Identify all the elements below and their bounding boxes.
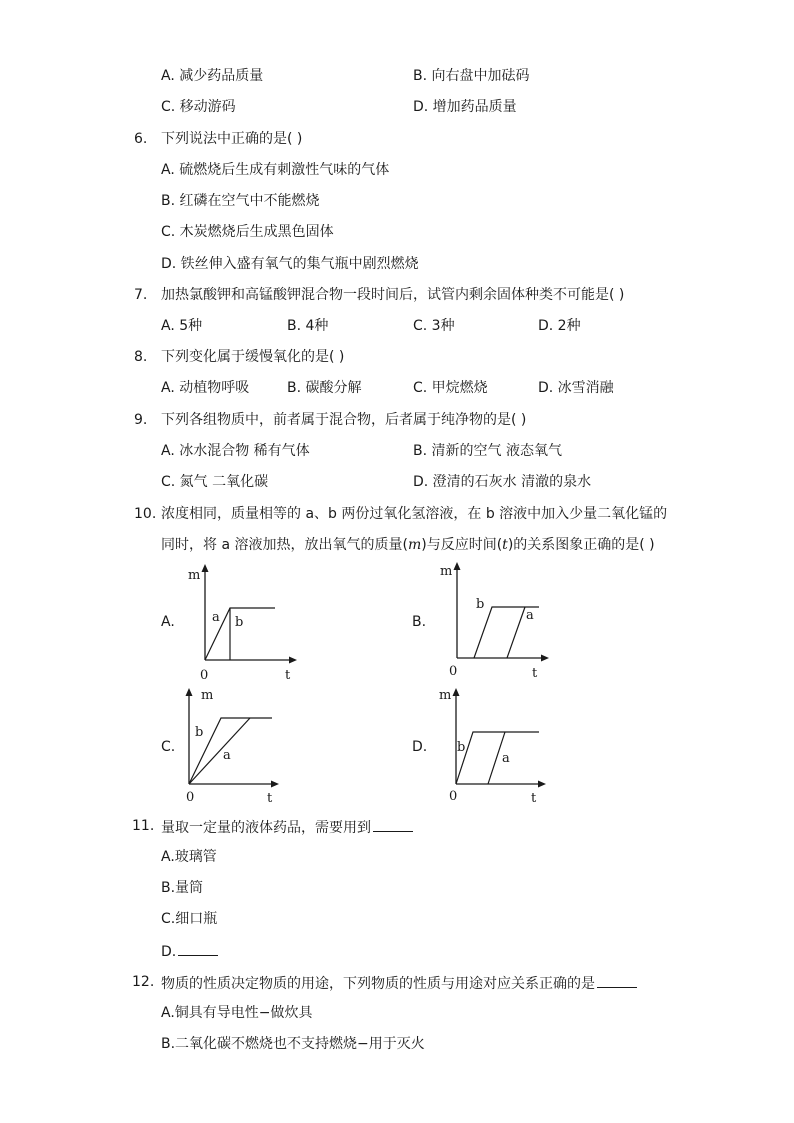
q11-option-b: B.量筒 [161, 880, 204, 896]
q12-option-a: A.铜具有导电性−做炊具 [161, 1005, 313, 1021]
graph-d-y-label: m [439, 688, 452, 703]
graph-d-curve-label-a: a [502, 751, 510, 766]
q9-option-a: A. 冰水混合物 稀有气体 [161, 443, 310, 459]
q11-answer-blank[interactable] [373, 817, 413, 832]
q8-option-c: C. 甲烷燃烧 [413, 380, 488, 396]
q7-number: 7. [134, 287, 148, 303]
graph-a-x-label: t [285, 668, 291, 683]
graph-b-curve-a [507, 607, 525, 658]
q11-stem: 量取一定量的液体药品，需要用到 [161, 817, 413, 837]
q10-stem-line1: 浓度相同，质量相等的 a、b 两份过氧化氢溶液，在 b 溶液中加入少量二氧化锰的 [161, 506, 668, 522]
q5-option-c: C. 移动游码 [161, 99, 236, 115]
q8-option-b: B. 碳酸分解 [287, 380, 362, 396]
q6-option-b: B. 红磷在空气中不能燃烧 [161, 193, 320, 209]
q8-number: 8. [134, 349, 148, 365]
graph-d-y-arrow [453, 688, 460, 696]
graph-a [180, 562, 310, 686]
graph-d-curve-b [456, 732, 539, 784]
graph-a-y-label: m [188, 568, 201, 583]
q7-option-d: D. 2种 [538, 318, 581, 334]
graph-b-x-label: t [532, 666, 538, 681]
graph-b-curve-label-b: b [476, 597, 485, 612]
q10-stem-line2: 同时，将 a 溶液加热，放出氧气的质量(m)与反应时间(t)的关系图象正确的是( ) [161, 537, 655, 553]
q7-option-c: C. 3种 [413, 318, 455, 334]
q11-number: 11. [132, 818, 155, 834]
q8-option-a: A. 动植物呼吸 [161, 380, 250, 396]
graph-d-x-label: t [531, 791, 537, 806]
graph-c-curve-label-a: a [223, 748, 231, 763]
q11-option-d: D. [161, 941, 218, 961]
graph-c-curve-label-b: b [195, 725, 204, 740]
graph-a-curve-label-b: b [235, 615, 244, 630]
graph-b-origin: 0 [449, 664, 458, 679]
graph-d-letter[interactable]: D. [412, 739, 428, 755]
q11-option-a: A.玻璃管 [161, 849, 217, 865]
graph-b-letter[interactable]: B. [412, 614, 427, 630]
graph-d-curve-label-b: b [457, 740, 466, 755]
graph-b-x-arrow [541, 655, 549, 662]
q7-option-b: B. 4种 [287, 318, 329, 334]
graph-a-letter[interactable]: A. [161, 614, 175, 630]
graph-a-curve-label-a: a [212, 610, 220, 625]
q7-stem: 加热氯酸钾和高锰酸钾混合物一段时间后，试管内剩余固体种类不可能是( ) [161, 287, 625, 303]
q12-option-b: B.二氧化碳不燃烧也不支持燃烧−用于灭火 [161, 1036, 425, 1052]
graph-b-y-arrow [454, 562, 461, 570]
q12-stem: 物质的性质决定物质的用途，下列物质的性质与用途对应关系正确的是 [161, 973, 637, 993]
q5-option-b: B. 向右盘中加砝码 [413, 68, 530, 84]
q9-option-b: B. 清新的空气 液态氧气 [413, 443, 562, 459]
q6-option-c: C. 木炭燃烧后生成黑色固体 [161, 224, 334, 240]
q8-option-d: D. 冰雪消融 [538, 380, 614, 396]
q12-number: 12. [132, 974, 155, 990]
graph-d-origin: 0 [449, 789, 458, 804]
graph-a-y-arrow [202, 564, 209, 572]
graph-b-curve-label-a: a [526, 608, 534, 623]
q8-stem: 下列变化属于缓慢氧化的是( ) [161, 349, 345, 365]
q5-option-d: D. 增加药品质量 [413, 99, 517, 115]
q11-option-c: C.细口瓶 [161, 911, 218, 927]
q9-stem: 下列各组物质中，前者属于混合物，后者属于纯净物的是( ) [161, 412, 527, 428]
graph-c-x-arrow [271, 781, 279, 788]
graph-c-x-label: t [267, 791, 273, 806]
q6-option-d: D. 铁丝伸入盛有氧气的集气瓶中剧烈燃烧 [161, 256, 419, 272]
graph-a-x-arrow [289, 657, 297, 664]
graph-c-origin: 0 [186, 790, 195, 805]
q6-number: 6. [134, 131, 148, 147]
graph-b [432, 560, 562, 684]
graph-c [164, 684, 294, 808]
graph-c-letter[interactable]: C. [161, 739, 176, 755]
q10-number: 10. [134, 506, 157, 522]
q9-number: 9. [134, 412, 148, 428]
graph-c-y-arrow [186, 688, 193, 696]
q9-option-d: D. 澄清的石灰水 清澈的泉水 [413, 474, 592, 490]
q6-option-a: A. 硫燃烧后生成有刺激性气味的气体 [161, 162, 390, 178]
graph-d [431, 684, 561, 808]
q6-stem: 下列说法中正确的是( ) [161, 131, 303, 147]
q5-option-a: A. 减少药品质量 [161, 68, 264, 84]
graph-b-y-label: m [440, 564, 453, 579]
graph-d-x-arrow [538, 781, 546, 788]
q7-option-a: A. 5种 [161, 318, 203, 334]
q9-option-c: C. 氮气 二氧化碳 [161, 474, 269, 490]
graph-c-y-label: m [201, 688, 214, 703]
q12-answer-blank[interactable] [597, 973, 637, 988]
q11-option-d-blank[interactable] [178, 941, 218, 956]
graph-a-origin: 0 [200, 668, 209, 683]
